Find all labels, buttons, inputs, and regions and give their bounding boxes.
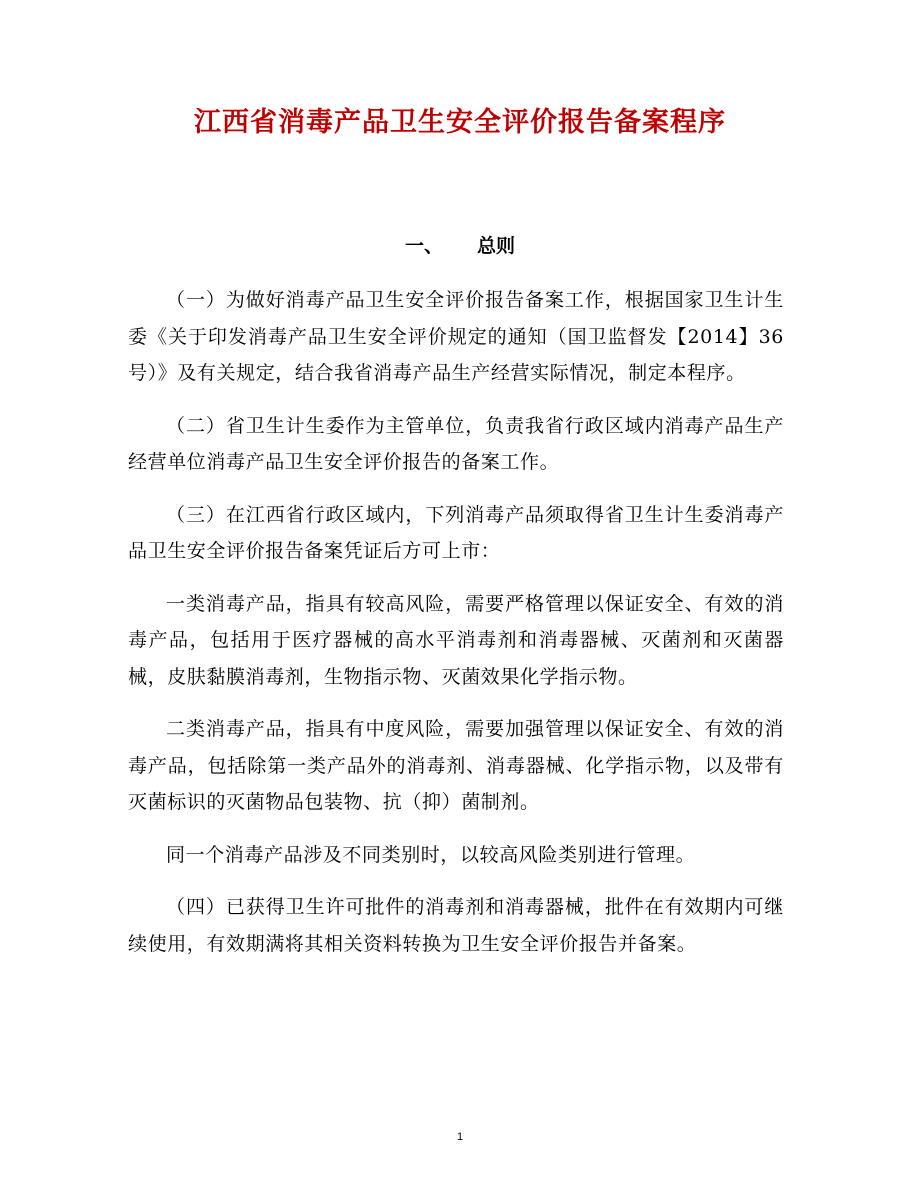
- paragraph-class-1: 一类消毒产品，指具有较高风险，需要严格管理以保证安全、有效的消毒产品，包括用于医疗器械的高水平消毒剂和消毒器械、灭菌剂和灭菌器械，皮肤黏膜消毒剂，生物指示物、灭菌效果化学指示物。: [128, 592, 784, 688]
- document-body: [128, 282, 784, 978]
- paragraph-class-2: 二类消毒产品，指具有中度风险，需要加强管理以保证安全、有效的消毒产品，包括除第一类产品外的消毒剂、消毒器械、化学指示物，以及带有灭菌标识的灭菌物品包装物、抗（抑）菌制剂。: [128, 718, 784, 813]
- paragraph-4: （四）已获得卫生许可批件的消毒剂和消毒器械，批件在有效期内可继续使用，有效期满将其相关资料转换为卫生安全评价报告并备案。: [128, 896, 784, 955]
- section-heading: [0, 230, 920, 262]
- section-title: 总则: [477, 235, 516, 257]
- section-number: 一、: [404, 235, 443, 257]
- page-number: 1: [456, 1131, 464, 1143]
- document-title: 江西省消毒产品卫生安全评价报告备案程序: [194, 107, 726, 138]
- paragraph-1: （一）为做好消毒产品卫生安全评价报告备案工作，根据国家卫生计生委《关于印发消毒产品卫生安全评价规定的通知（国卫监督发【2014】36号）》及有关规定，结合我省消毒产品生产经营实际情况，制定本程序。: [128, 289, 784, 384]
- paragraph-3: （三）在江西省行政区域内，下列消毒产品须取得省卫生计生委消毒产品卫生安全评价报告备案凭证后方可上市：: [128, 503, 784, 562]
- paragraph-2: （二）省卫生计生委作为主管单位，负责我省行政区域内消毒产品生产经营单位消毒产品卫生安全评价报告的备案工作。: [128, 414, 784, 473]
- paragraph-same-product: 同一个消毒产品涉及不同类别时，以较高风险类别进行管理。: [166, 843, 696, 866]
